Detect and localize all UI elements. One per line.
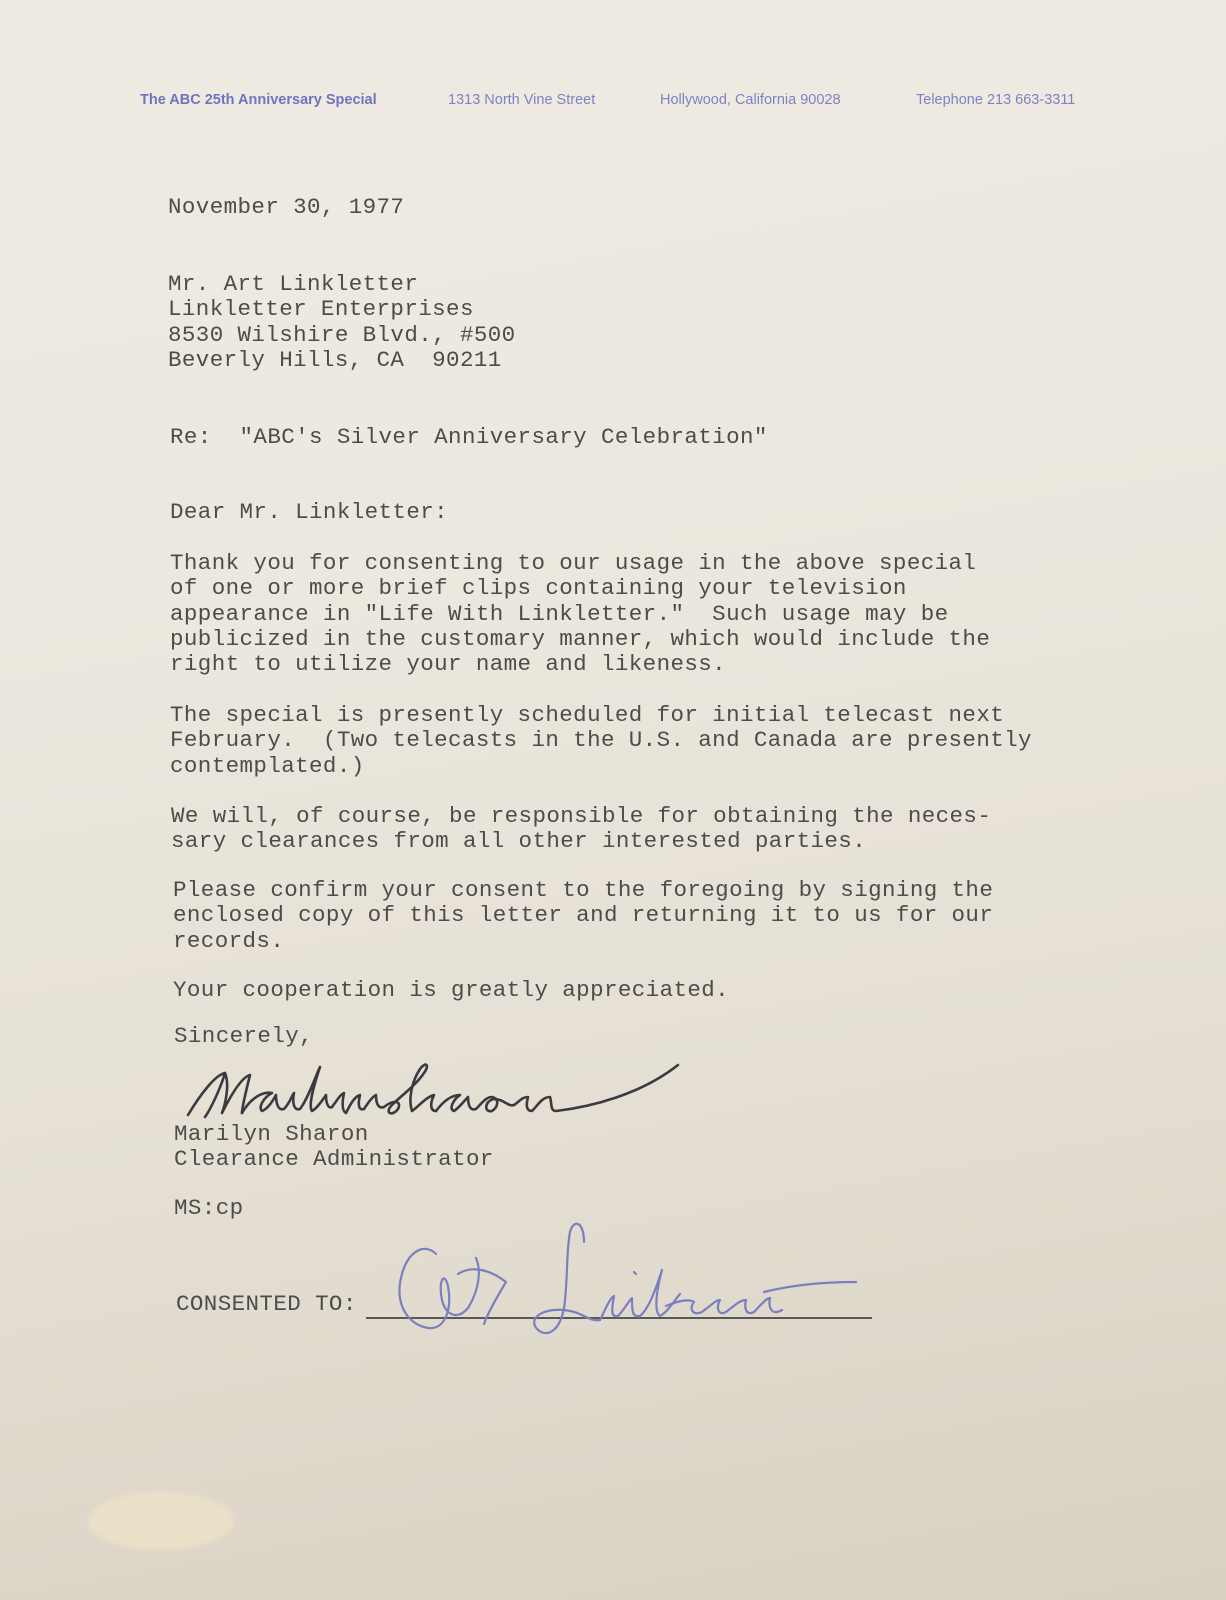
signer-name: Marilyn Sharon bbox=[174, 1121, 369, 1147]
text-line: contemplated.) bbox=[170, 752, 365, 779]
text-line: Please confirm your consent to the foregoing by signing the bbox=[173, 877, 994, 903]
recipient-city: Beverly Hills, CA 90211 bbox=[168, 346, 502, 373]
subject-line: Re: "ABC's Silver Anniversary Celebration" bbox=[170, 424, 768, 450]
text-line: sary clearances from all other interested parties. bbox=[171, 828, 867, 855]
recipient-company: Linkletter Enterprises bbox=[168, 296, 474, 323]
consenter-signature bbox=[388, 1212, 868, 1342]
text-line: of one or more brief clips containing your television bbox=[170, 575, 907, 602]
paragraph-schedule bbox=[170, 703, 1032, 779]
salutation: Dear Mr. Linkletter: bbox=[170, 499, 449, 525]
reference-initials: MS:cp bbox=[174, 1195, 244, 1221]
recipient-name: Mr. Art Linkletter bbox=[168, 271, 419, 297]
text-line: Your cooperation is greatly appreciated. bbox=[173, 977, 730, 1003]
consent-label: CONSENTED TO: bbox=[176, 1291, 357, 1317]
letterhead-telephone: Telephone 213 663-3311 bbox=[916, 92, 1076, 108]
letterhead-street: 1313 North Vine Street bbox=[448, 92, 596, 108]
text-line: publicized in the customary manner, which would include the bbox=[170, 625, 991, 652]
paper-stain bbox=[88, 1492, 234, 1550]
text-line: right to utilize your name and likeness. bbox=[170, 651, 727, 678]
letterhead-organization: The ABC 25th Anniversary Special bbox=[140, 92, 377, 108]
paragraph-clearances bbox=[171, 804, 991, 855]
text-line: records. bbox=[173, 927, 285, 954]
recipient-address bbox=[168, 272, 516, 373]
text-line: The special is presently scheduled for initial telecast next bbox=[170, 702, 1005, 728]
text-line: Thank you for consenting to our usage in the above special bbox=[170, 550, 977, 576]
recipient-street: 8530 Wilshire Blvd., #500 bbox=[168, 321, 516, 348]
signature-block bbox=[174, 1122, 494, 1173]
text-line: We will, of course, be responsible for obtaining the neces- bbox=[171, 803, 992, 829]
signer-title: Clearance Administrator bbox=[174, 1146, 494, 1173]
text-line: enclosed copy of this letter and returning it to us for our bbox=[173, 902, 994, 929]
paragraph-thanks bbox=[173, 978, 729, 1003]
paragraph-confirm bbox=[173, 878, 993, 954]
closing: Sincerely, bbox=[174, 1023, 314, 1049]
text-line: appearance in "Life With Linkletter." Such usage may be bbox=[170, 600, 949, 627]
letterhead-city: Hollywood, California 90028 bbox=[660, 92, 841, 108]
letter-date: November 30, 1977 bbox=[168, 194, 405, 220]
text-line: February. (Two telecasts in the U.S. and Canada are presently bbox=[170, 727, 1032, 754]
paragraph-consent bbox=[170, 551, 990, 677]
